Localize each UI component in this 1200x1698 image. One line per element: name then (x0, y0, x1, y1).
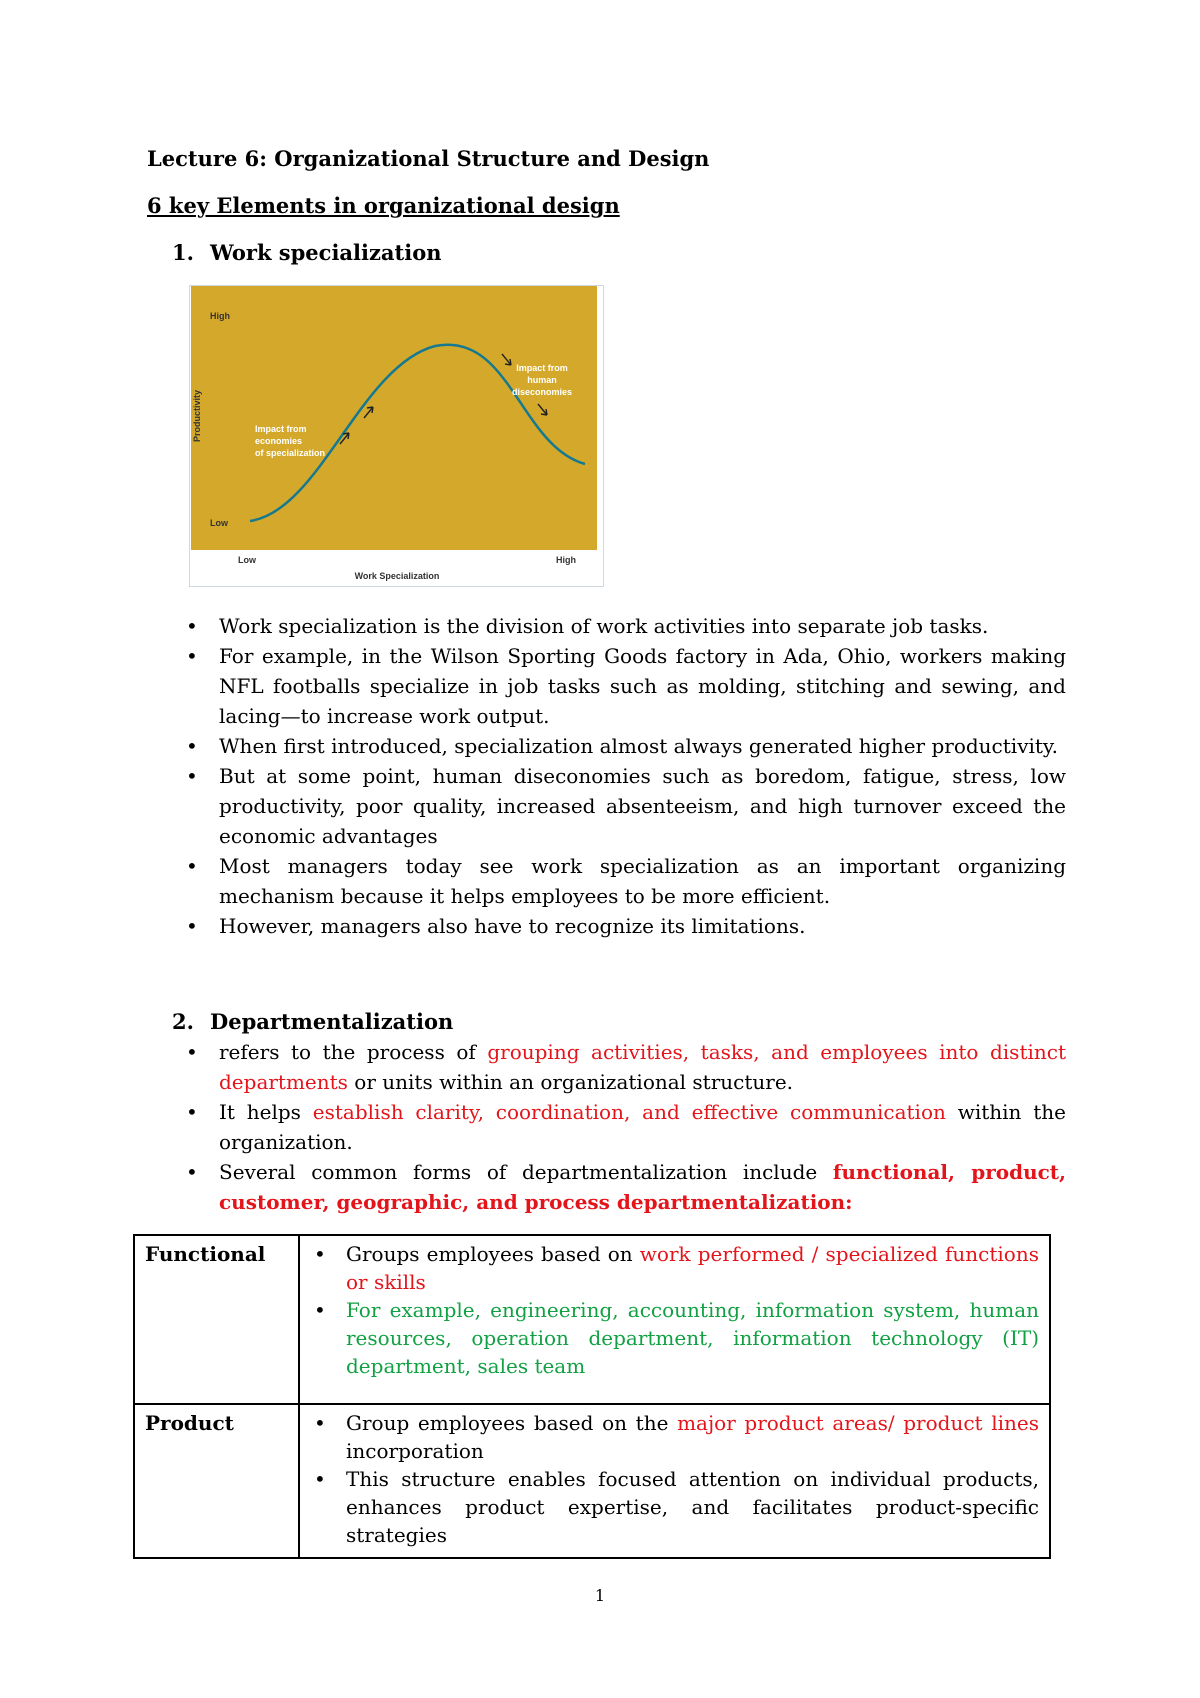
annotation-line: diseconomies (511, 387, 573, 397)
bullet-icon: • (186, 614, 198, 638)
annotation-line: human (527, 375, 557, 385)
chart-svg (190, 286, 603, 586)
bullet-icon: • (186, 644, 198, 668)
page-number: 1 (594, 1586, 606, 1605)
list-item (186, 611, 1066, 641)
bullet-icon: • (186, 854, 198, 878)
x-tick-low: Low (238, 555, 256, 565)
text-run: refers to the process of (219, 1040, 488, 1064)
departmentalization-bullets (186, 1037, 1066, 1217)
table-cell-label: Functional (134, 1235, 299, 1404)
list-item (186, 1097, 1066, 1157)
section-subtitle: 6 key Elements in organizational design (147, 193, 620, 218)
bullet-icon: • (186, 1160, 198, 1184)
departmentalization-table (133, 1234, 1051, 1559)
cell-bullets (312, 1409, 1039, 1549)
bullet-icon: • (186, 764, 198, 788)
y-tick-high: High (210, 311, 230, 321)
text-run: Several common forms of departmentalization include (219, 1160, 833, 1184)
list-item (186, 641, 1066, 731)
annotation-line: of specialization (255, 448, 326, 458)
text-run: Groups employees based on (346, 1242, 640, 1266)
highlighted-text: work performed / specialized functions or skills (346, 1242, 1039, 1294)
heading-number: 2. (172, 1009, 194, 1034)
list-item (186, 851, 1066, 911)
bullet-icon: • (186, 914, 198, 938)
table-cell-description (299, 1404, 1050, 1558)
list-item (186, 1037, 1066, 1097)
bullet-icon: • (186, 1100, 198, 1124)
text-run: It helps (219, 1100, 313, 1124)
bullet-icon: • (314, 1411, 326, 1435)
x-tick-high: High (556, 555, 576, 565)
list-item (186, 911, 1066, 941)
example-text: For example, engineering, accounting, information system, human resources, operation department, information technology (IT) department, sales team (346, 1298, 1039, 1378)
list-item-text: Work specialization is the division of work activities into separate job tasks. (219, 614, 989, 638)
work-specialization-chart (189, 285, 604, 587)
highlighted-text: functional, product, customer, geographic, and process departmentalization: (219, 1160, 1067, 1214)
list-item-text: For example, in the Wilson Sporting Goods factory in Ada, Ohio, workers making NFL footballs specialize in job tasks such as molding, stitching and sewing, and lacing—to increase work output. (219, 644, 1066, 728)
work-specialization-bullets (186, 611, 1066, 941)
list-item-text: When first introduced, specialization almost always generated higher productivity. (219, 734, 1058, 758)
y-tick-low: Low (210, 518, 228, 528)
annotation-line: Impact from (255, 424, 307, 434)
bullet-icon: • (314, 1467, 326, 1491)
chart-plot-area (191, 286, 597, 550)
list-item-text: But at some point, human diseconomies such as boredom, fatigue, stress, low productivity, poor quality, increased absenteeism, and high turnover exceed the economic advantages (219, 764, 1066, 848)
bullet-icon: • (314, 1242, 326, 1266)
list-item (312, 1240, 1039, 1296)
text-run: within the organization. (219, 1100, 1066, 1154)
list-item (312, 1409, 1039, 1465)
bullet-icon: • (314, 1298, 326, 1322)
list-item-text: However, managers also have to recognize its limitations. (219, 914, 806, 938)
highlighted-text: establish clarity, coordination, and effective communication (312, 1100, 946, 1124)
table-cell-label: Product (134, 1404, 299, 1558)
list-item (186, 1157, 1066, 1217)
annotation-line: economies (255, 436, 303, 446)
page-title: Lecture 6: Organizational Structure and Design (147, 146, 710, 171)
heading-text: Departmentalization (210, 1009, 454, 1034)
list-item (186, 731, 1066, 761)
x-axis-label: Work Specialization (354, 571, 440, 581)
table-cell-description (299, 1235, 1050, 1404)
list-item-text: Most managers today see work specialization as an important organizing mechanism because it helps employees to be more efficient. (219, 854, 1066, 908)
highlighted-text: grouping activities, tasks, and employees into distinct departments (219, 1040, 1066, 1094)
annotation-line: Impact from (516, 363, 568, 373)
cell-bullets (312, 1240, 1039, 1380)
text-run: or units within an organizational structure. (347, 1070, 794, 1094)
bullet-icon: • (186, 1040, 198, 1064)
list-item (312, 1465, 1039, 1549)
table-row (134, 1404, 1050, 1558)
heading-number: 1. (172, 240, 194, 265)
list-item (312, 1296, 1039, 1380)
bullet-icon: • (186, 734, 198, 758)
text-run: This structure enables focused attention on individual products, enhances product expertise, and facilitates product-specific strategies (346, 1467, 1039, 1547)
text-run: incorporation (346, 1439, 484, 1463)
heading-text: Work specialization (210, 240, 442, 265)
y-axis-label: Productivity (192, 389, 202, 443)
highlighted-text: major product areas/ product lines (677, 1411, 1039, 1435)
table-row (134, 1235, 1050, 1404)
text-run: Group employees based on the (346, 1411, 678, 1435)
list-item (186, 761, 1066, 851)
